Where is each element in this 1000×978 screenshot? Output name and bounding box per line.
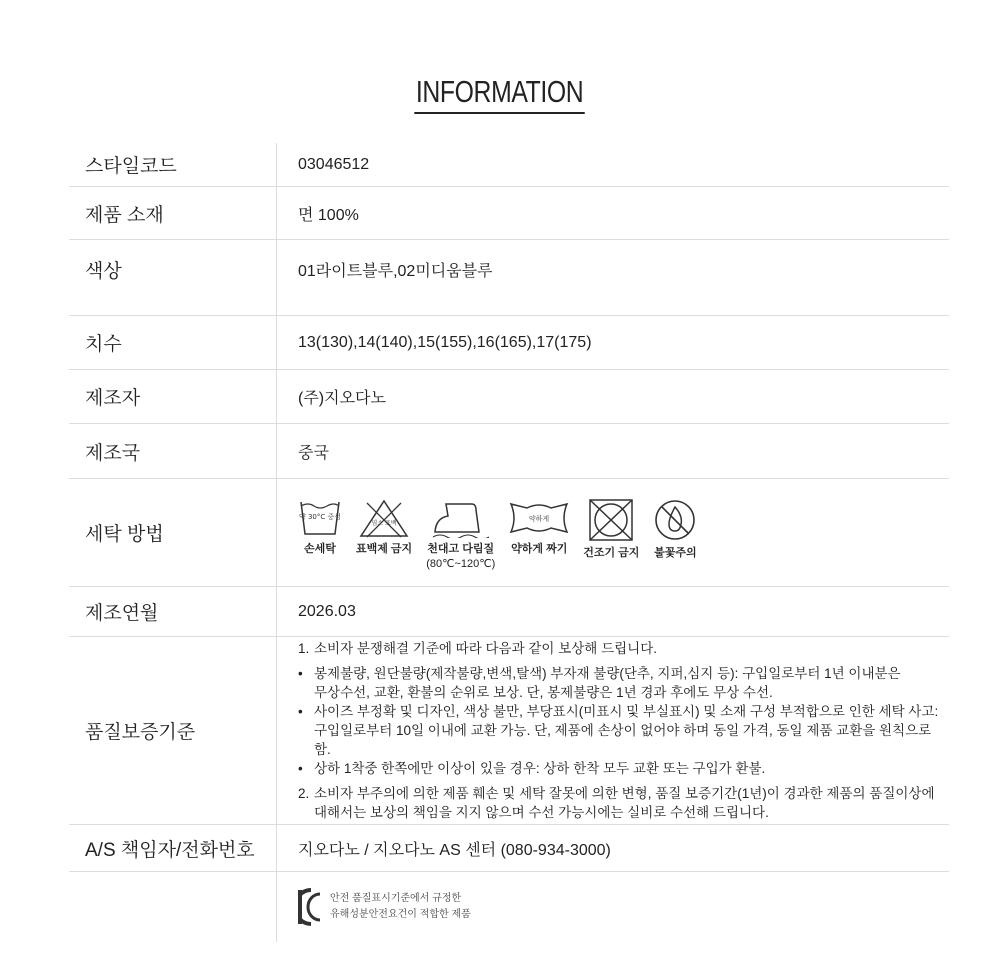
gentle-wring-icon	[509, 498, 569, 557]
handwash-icon	[298, 498, 342, 557]
iron-icon	[426, 498, 495, 570]
row-label: A/S 책임자/전화번호	[69, 825, 277, 871]
row-as	[69, 825, 949, 872]
warranty-line: 대해서는 보상의 책임을 지지 않으며 수선 가능시에는 실비로 수선해 드립니다.	[314, 805, 769, 820]
kc-text-line2: 유해성분안전요건이 적합한 제품	[330, 909, 471, 920]
row-material	[69, 187, 949, 240]
icon-caption: 건조기 금지	[583, 546, 640, 559]
page-title-wrap	[0, 74, 1000, 114]
icon-subcaption: (80℃~120℃)	[426, 557, 496, 570]
row-value: 면 100%	[298, 206, 359, 224]
row-label: 스타일코드	[69, 143, 277, 186]
row-value: 2026.03	[298, 602, 356, 620]
row-value: 중국	[298, 444, 329, 462]
info-table	[69, 143, 949, 942]
row-label: 치수	[69, 316, 277, 369]
no-tumble-dry-icon	[583, 498, 639, 561]
warranty-line: 무상수선, 교환, 환불의 순위로 보상. 단, 봉제불량은 1년 경과 후에도 무상 수선.	[314, 685, 773, 700]
row-color	[69, 240, 949, 316]
row-label: 세탁 방법	[69, 479, 277, 586]
row-label: 제품 소재	[69, 187, 277, 239]
row-label: 색상	[69, 240, 277, 315]
icon-mark: 약하게	[529, 514, 550, 523]
row-label: 품질보증기준	[69, 637, 277, 824]
row-value: 03046512	[298, 155, 370, 173]
wash-icons	[277, 479, 949, 586]
icon-mark: 염소 표백	[371, 519, 397, 527]
icon-caption: 불꽃주의	[654, 546, 697, 559]
icon-caption: 약하게 짜기	[511, 542, 568, 555]
row-label: 제조국	[69, 424, 277, 478]
warranty-line: • 사이즈 부정확 및 디자인, 색상 불만, 부당표시(미표시 및 부실표시) 및 소재 구성 부적합으로 인한 세탁 사고:	[298, 704, 939, 719]
row-style-code	[69, 143, 949, 187]
warranty-line: 구입일로부터 10일 이내에 교환 가능. 단, 제품에 손상이 없어야 하며 동일 가격, 동일 제품 교환을 원칙으로 함.	[314, 723, 932, 757]
row-value: 01라이트블루,02미디움블루	[298, 263, 493, 280]
kc-mark	[277, 872, 949, 942]
row-kc	[69, 872, 949, 942]
kc-logo-icon	[298, 888, 324, 926]
icon-caption: 천대고 다림질	[427, 542, 495, 555]
row-size	[69, 316, 949, 370]
row-date	[69, 587, 949, 637]
row-label: 제조연월	[69, 587, 277, 636]
icon-caption: 손세탁	[304, 542, 336, 555]
row-label-empty	[69, 872, 277, 942]
warranty-line: 1. 소비자 분쟁해결 기준에 따라 다음과 같이 보상해 드립니다.	[298, 641, 657, 656]
warranty-line: • 봉제불량, 원단불량(제작불량,변색,탈색) 부자재 불량(단추, 지퍼,심지 등): 구입일로부터 1년 이내분은	[298, 666, 901, 681]
row-warranty	[69, 637, 949, 825]
no-bleach-icon	[356, 498, 412, 557]
icon-caption: 표백제 금지	[356, 542, 413, 555]
row-country	[69, 424, 949, 479]
row-value: (주)지오다노	[298, 390, 386, 407]
row-maker	[69, 370, 949, 424]
row-value: 지오다노 / 지오다노 AS 센터 (080-934-3000)	[298, 841, 611, 859]
row-value: 13(130),14(140),15(155),16(165),17(175)	[298, 333, 592, 351]
row-label: 제조자	[69, 370, 277, 423]
warranty-line: • 상하 1착중 한쪽에만 이상이 있을 경우: 상하 한착 모두 교환 또는 구입가 환불.	[298, 761, 766, 776]
icon-mark: 약 30°C 중성	[298, 512, 342, 521]
no-fire-icon	[653, 498, 697, 561]
warranty-text	[277, 637, 949, 824]
row-wash	[69, 479, 949, 587]
warranty-line: 2. 소비자 부주의에 의한 제품 훼손 및 세탁 잘못에 의한 변형, 품질 보증기간(1년)이 경과한 제품의 품질이상에	[298, 786, 935, 801]
page-title: INFORMATION	[415, 74, 586, 114]
kc-text-line1: 안전 품질표시기준에서 규정한	[330, 893, 462, 904]
